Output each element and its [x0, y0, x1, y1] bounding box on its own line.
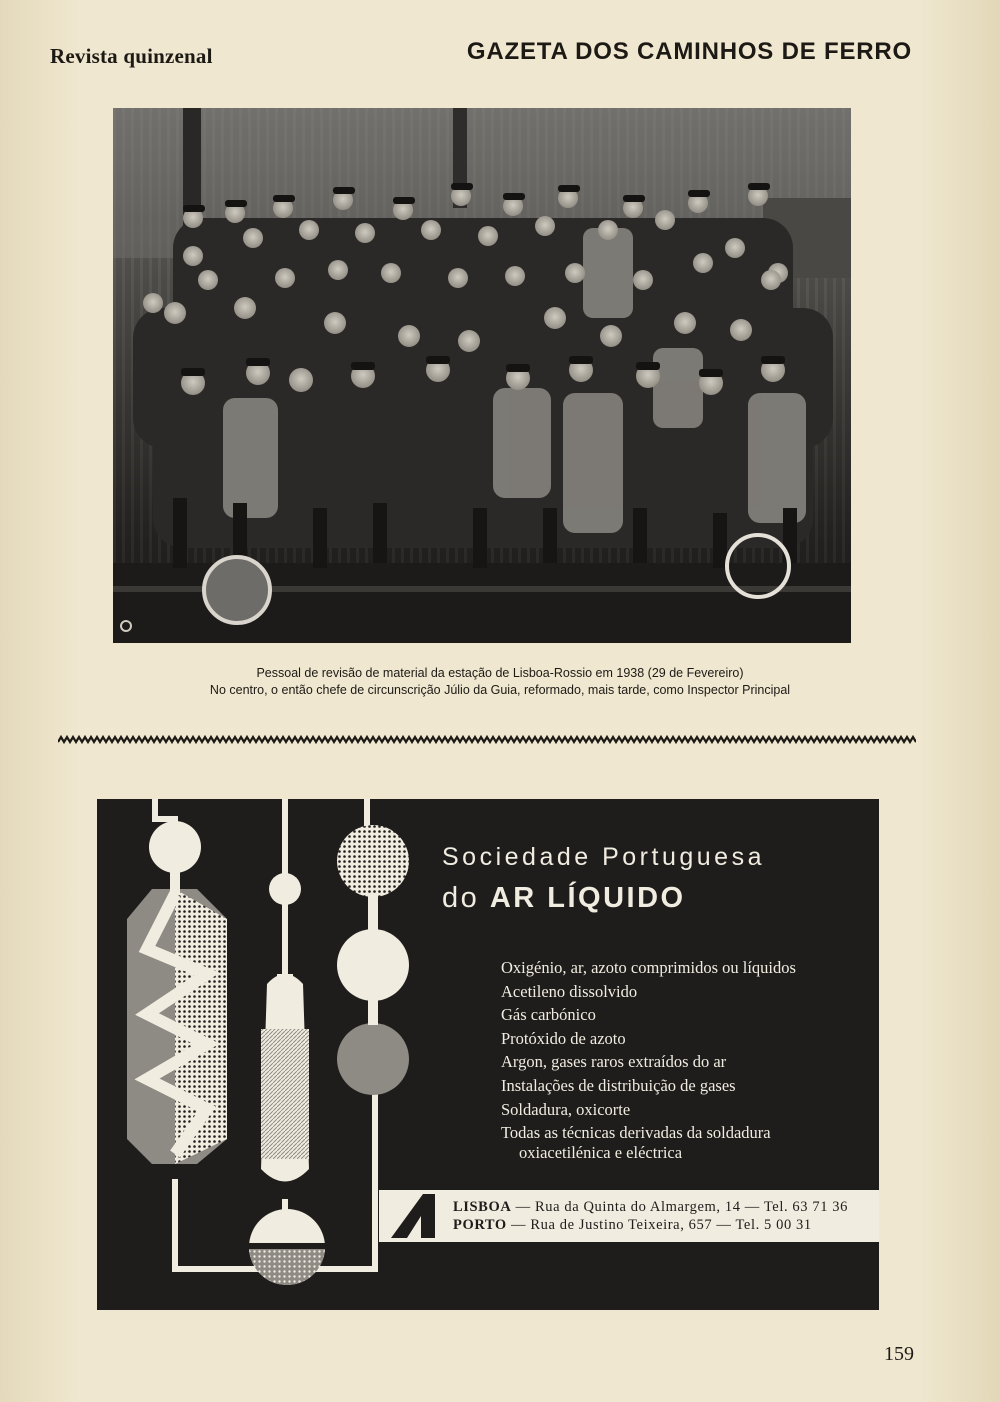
service-item: Argon, gases raros extraídos do ar: [501, 1052, 727, 1072]
advert-title-prefix: do: [442, 882, 480, 914]
contact-address: — Rua da Quinta do Almargem, 14 — Tel. 63 71 36: [515, 1199, 848, 1215]
contact-panel: [379, 1190, 879, 1242]
contact-lisboa: [453, 1198, 848, 1216]
service-item: Protóxido de azoto: [501, 1028, 626, 1048]
service-item: Gás carbónico: [501, 1005, 596, 1025]
contact-porto: [453, 1216, 848, 1234]
service-item-continuation: oxiacetilénica e eléctrica: [519, 1142, 683, 1162]
service-item: Instalações de distribuição de gases: [501, 1075, 736, 1095]
caption-line-1: Pessoal de revisão de material da estação de Lisboa-Rossio em 1938 (29 de Fevereiro): [256, 666, 744, 680]
service-item: Soldadura, oxicorte: [501, 1099, 631, 1119]
advert-brand-name: AR LÍQUIDO: [489, 882, 686, 914]
caption-line-2: No centro, o então chefe de circunscrição Júlio da Guia, reformado, mais tarde, como Inspector Principal: [209, 683, 791, 697]
contact-city: PORTO: [453, 1217, 507, 1233]
ar-liquido-advertisement: [97, 799, 879, 1310]
contact-addresses: [453, 1198, 848, 1234]
header-title: GAZETA DOS CAMINHOS DE FERRO: [466, 38, 912, 65]
contact-city: LISBOA: [453, 1199, 512, 1215]
advert-title-line-1: Sociedade Portuguesa: [442, 843, 765, 871]
advert-title-line-2: [442, 882, 686, 915]
page-number: 159: [884, 1343, 914, 1365]
zigzag-divider: [58, 735, 916, 745]
contact-address: — Rua de Justino Teixeira, 657 — Tel. 5 00 31: [511, 1217, 812, 1233]
service-item: Acetileno dissolvido: [501, 981, 638, 1001]
services-list: [501, 956, 796, 1164]
service-item: Todas as técnicas derivadas da soldadura: [501, 1123, 771, 1143]
header-left: Revista quinzenal: [50, 44, 213, 68]
company-logo-icon: [387, 1194, 439, 1238]
photo-caption: [100, 665, 900, 699]
photograph-image: [113, 108, 851, 643]
service-item: Oxigénio, ar, azoto comprimidos ou líquidos: [501, 958, 796, 977]
group-photograph: [113, 108, 851, 643]
